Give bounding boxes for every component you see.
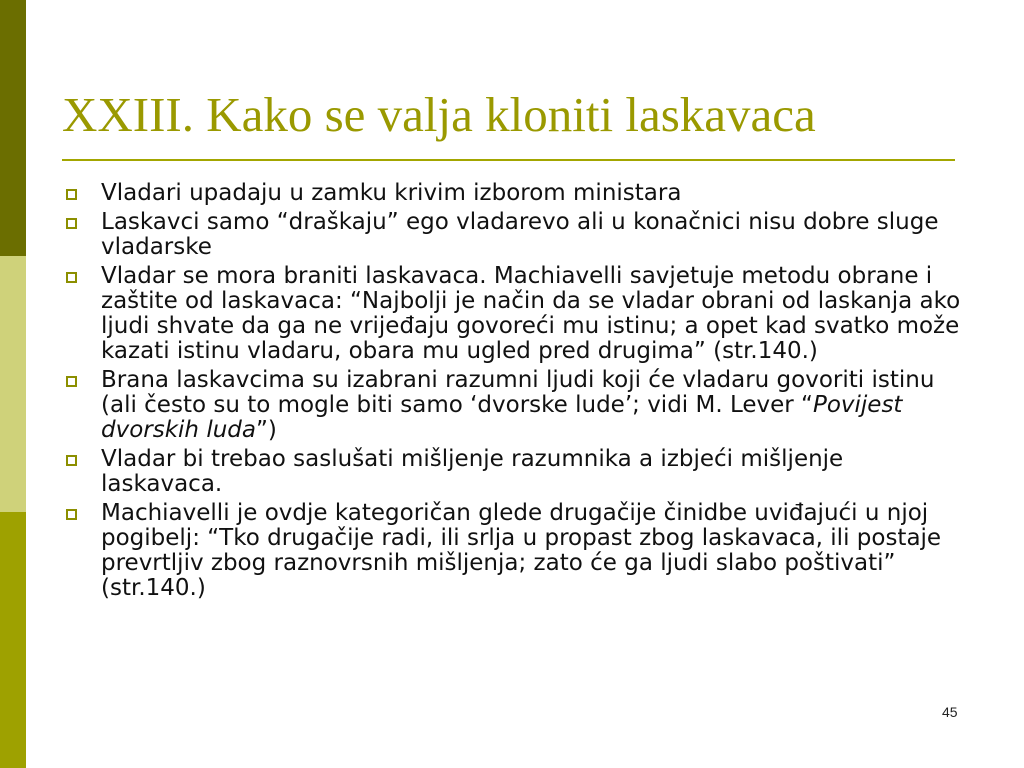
bullet-list (64, 181, 969, 605)
bullet-text (101, 446, 843, 497)
italic-text: Povijest dvorskih luda (101, 392, 903, 443)
side-stripe-top (0, 0, 26, 256)
bullet-item (64, 501, 969, 601)
bullet-item (64, 264, 969, 364)
bullet-text (101, 209, 939, 260)
text-run: Machiavelli je ovdje kategoričan glede drugačije činidbe uviđajući u njoj pogibelj: “Tko drugačije radi, ili srlja u propast zbog laskavaca, ili postaje prevrtljiv zbog raznovrsnih mišljenja; zato će ga ljudi slabo poštivati” (str.140.) (101, 500, 942, 601)
side-stripe-bottom (0, 512, 26, 768)
bullet-item (64, 368, 969, 443)
text-run: Brana laskavcima su izabrani razumni ljudi koji će vladaru govoriti istinu (ali često su to mogle biti samo ‘dvorske lude’; vidi M. Lever “ (101, 367, 935, 418)
square-bullet-icon (66, 376, 77, 387)
side-stripe-middle (0, 256, 26, 512)
bullet-item (64, 181, 969, 206)
bullet-text (101, 500, 941, 601)
bullet-text (101, 367, 934, 443)
square-bullet-icon (66, 218, 77, 229)
page-number: 45 (942, 704, 958, 720)
square-bullet-icon (66, 509, 77, 520)
title-underline (62, 159, 955, 161)
text-run: ”) (255, 417, 277, 443)
bullet-text (101, 263, 960, 364)
bullet-text (101, 180, 681, 206)
bullet-item (64, 447, 969, 497)
square-bullet-icon (66, 455, 77, 466)
slide-title: XXIII. Kako se valja kloniti laskavaca (62, 87, 816, 142)
bullet-item (64, 210, 969, 260)
text-run: Laskavci samo “draškaju” ego vladarevo ali u konačnici nisu dobre sluge vladarske (101, 209, 939, 260)
text-run: Vladar bi trebao saslušati mišljenje razumnika a izbjeći mišljenje laskavaca. (101, 446, 844, 497)
text-run: Vladari upadaju u zamku krivim izborom ministara (101, 180, 682, 206)
square-bullet-icon (66, 189, 77, 200)
square-bullet-icon (66, 272, 77, 283)
text-run: Vladar se mora braniti laskavaca. Machiavelli savjetuje metodu obrane i zaštite od laskavaca: “Najbolji je način da se vladar obrani od laskanja ako ljudi shvate da ga ne vrijeđaju govoreći mu istinu; a opet kad svatko može kazati istinu vladaru, obara mu ugled pred drugima” (str.140.) (101, 263, 961, 364)
